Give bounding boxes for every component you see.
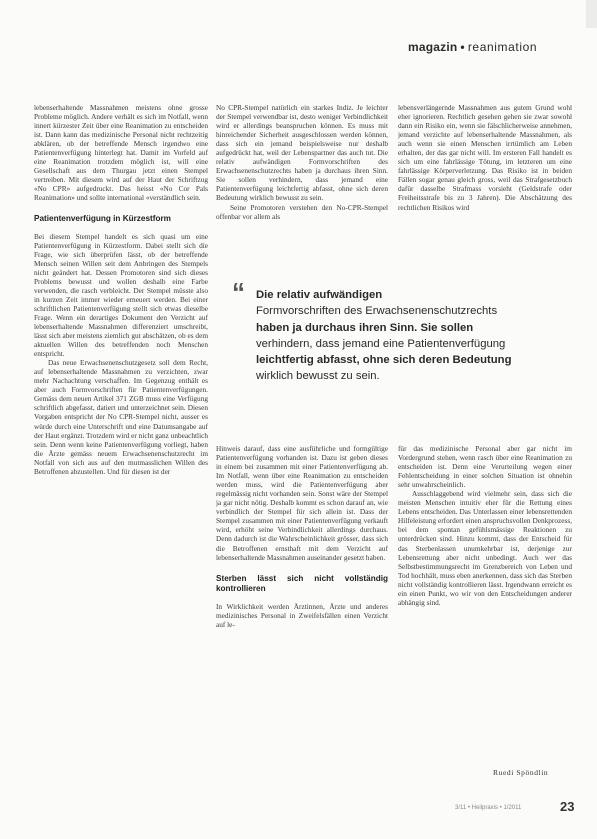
col1-paragraph-3: Das neue Erwachsenenschutzgesetz soll dem Recht, auf lebenserhaltende Massnahmen zu verzichten, zwar mehr Nachachtung verschaffen. Im Gegenzug enthält es aber auch Formvorschriften für Patientenverfügungen. Gemäss dem neuen Artikel 371 ZGB muss eine Verfügung schriftlich abgefasst, datiert und unterzeichnet sein. Diesen Vorgaben entspricht der No CPR-Stempel nicht, ausser es würde durch eine Unterschrift und eine Datumsangabe auf der Haut ergänzt. Trotzdem wird er nicht ganz unbeachtlich sein. Denn wenn keine Patientenverfügung vorliegt, haben die Ärzte gemäss neuem Erwachsenenschutzrecht im Notfall von sich aus auf den mutmasslichen Willen des Betroffenen abzustellen. Und für diesen ist der (34, 358, 208, 476)
quote-line-6: wirklich bewusst zu sein. (256, 370, 380, 383)
col2-paragraph-2: Seine Promotoren verstehen den No-CPR-Stempel offenbar vor allem als (216, 202, 388, 221)
col2b-paragraph-1: Hinweis darauf, dass eine ausführliche und formgültige Patientenverfügung vorhanden ist. Dazu ist geben dieses in einem bei zusammen mit einer Patientenverfügung ab. Im Notfall, wenn über eine Reanimation zu entscheiden werden muss, wird die Patientenverfügung aber regelmässig nicht vorhanden sein. Sonst wäre der Stempel ja gar nicht nötig. Deshalb kommt es schon darauf an, wie verbindlich der Stempel für sich allein ist. Dass der Stempel zusammen mit einer Patientenverfügung verkauft wird, erhöht seine Verbindlichkeit allerdings durchaus. Denn dadurch ist die Wahrscheinlichkeit grösser, dass sich die Betroffenen ernsthaft mit dem Verzicht auf lebenserhaltende Massnahmen auseinander gesetzt haben. (216, 444, 388, 562)
col2b-heading: Sterben lässt sich nicht vollständig kontrollieren (216, 573, 388, 593)
pull-quote (256, 287, 574, 385)
quote-line-5: leichtfertig abfasst, ohne sich deren Bedeutung (256, 354, 512, 367)
col3b-paragraph-2: Ausschlaggebend wird vielmehr sein, dass sich die meisten Menschen intuitiv eher für die Rettung eines Lebens entscheiden. Das Unterlassen einer lebensrettenden Hilfeleistung erfordert einen anspruchsvollen Denkprozess, bei dem spontan gefühlsmässige Reaktionen zu unterdrücken sind. Hinzu kommt, dass der Entscheid für das Sterbenlassen unumkehrbar ist, derjenige zur Lebensrettung aber nicht unbedingt. Auch wer das Selbstbestimmungsrecht im Grenzbereich von Leben und Tod hochhält, muss eben anerkennen, dass sich das Sterben nicht vollständig kontrollieren lässt. Irgendwann erreicht es ein einen Punkt, wo wir von den Entscheidungen anderer abhängig sind. (398, 489, 572, 607)
page-number: 23 (560, 799, 575, 814)
quote-line-1: Die relativ aufwändigen (256, 289, 383, 301)
quote-line-3: haben ja durchaus ihren Sinn. Sie sollen (256, 321, 474, 334)
section-header (408, 40, 584, 54)
col3b-paragraph-1: für das medizinische Personal aber gar nicht im Vordergrund stehen, wenn rasch über eine Reanimation zu entscheiden ist. Denn eine Verurteilung wegen einer Fehlentscheidung in einer solchen Situation ist ohnehin sehr unwahrscheinlich. (398, 444, 572, 490)
quote-line-2: Formvorschriften des Erwachsenenschutzrechts (256, 305, 498, 318)
column-3-bottom (398, 444, 572, 764)
quote-line-4: verhindern, dass jemand eine Patientenverfügung (256, 337, 506, 350)
column-1 (34, 103, 208, 823)
col1-heading: Patientenverfügung in Kürzestform (34, 213, 171, 223)
author-signature: Ruedi Spöndlin (493, 768, 549, 777)
quote-mark-icon: “ (232, 277, 245, 307)
col3-paragraph-1: lebensverlängernde Massnahmen aus gutem Grund wohl eher ignorieren. Rechtlich gesehen gehen sie zwar sowohl dann ein Risiko ein, wenn sie fälschlicherweise annehmen, jemand verzichte auf lebenserhaltende Massnahmen, als auch wenn sie einen Menschen irrtümlich am Leben erhalten, der das gar nicht will. Im ersteren Fall handelt es sich um eine fahrlässige Tötung, im letzteren um eine fahrlässige Körperverletzung. Das Risiko ist in beiden Fällen sogar genau gleich gross, weil das Strafgesetzbuch dafür dasselbe Strafmass vorsieht (Geldstrafe oder Freiheitsstrafe bis zu 3 Jahren). Die Abschätzung des rechtlichen Risikos wird (398, 103, 572, 212)
col2-paragraph-1: No CPR-Stempel natürlich ein starkes Indiz. Je leichter der Stempel verwendbar ist, desto weniger Verbindlichkeit wird er allerdings beanspruchen können. Es muss mit hinreichender Sicherheit ausgeschlossen werden können, dass sich ein jemand beispielsweise nur deshalb aufgedrückt hat, weil der Lebenspartner das auch tut. Die relativ aufwändigen Formvorschriften des Erwachsenenschutzrechts haben ja durchaus ihren Sinn. Sie sollen verhindern, dass jemand eine Patientenverfügung leichtfertig abfasst, ohne sich deren Bedeutung wirklich bewusst zu sein. (216, 103, 388, 203)
corner-tab-marker (586, 0, 597, 28)
col1-paragraph-1: lebenserhaltende Massnahmen meistens ohne grosse Probleme möglich. Andere verhält es sich im Notfall, wenn innert kürzester Zeit über eine Reanimation zu entscheiden ist. Dann kann das medizinische Personal nicht rechtzeitig abklären, ob der betreffende Mensch irgendwo eine Patientenverfügung hinterlegt hat. Damit im Vorfeld auf eine Reanimation trotzdem möglich ist, will eine Gesellschaft aus dem Thurgau jetzt einen Stempel vertreiben. Mit diesem wird auf der Haut der Schriftzug «No CPR» aufgedruckt. Das heisst «No Cor Pals Reanimation» und sollte international «verständlich sein. (34, 103, 208, 203)
column-2-top (216, 103, 388, 267)
subsection-label: reanimation (467, 40, 538, 54)
column-2-bottom (216, 444, 388, 834)
column-3-top (398, 103, 572, 267)
col2b-paragraph-2: In Wirklichkeit werden Ärztinnen, Ärzte und anderes medizinisches Personal in Zweifelsfällen einen Verzicht auf le- (216, 601, 388, 629)
bullet-icon: • (460, 40, 465, 54)
col1-paragraph-2: Bei diesem Stempel handelt es sich quasi um eine Patientenverfügung in Kürzestform. Dabei stellt sich die Frage, wie sich überprüfen lässt, ob der betreffende Mensch seinen Willen seit dem Anbringen des Stempels nicht geändert hat. Dessen Promotoren sind sich dieses Problems bewusst und wollen deshalb eine Farbe verwenden, die rasch verbleicht. Der Stempel müsste also in kurzen Zeit immer wieder erneuert werden. Bei einer schriftlichen Patientenverfügung stellt sich etwas dieselbe Frage. Wenn ein derartiges Dokument den Verzicht auf lebenserhaltende Massnahmen differenziert umschreibt, lässt sich aber meistens ziemlich gut abschätzen, ob es dem aktuellen Willen des betreffenden noch Menschen entspricht. (34, 231, 208, 359)
footer-issue: 3/11 • Heilpraxis • 1/2011 (455, 805, 522, 811)
section-label: magazin (408, 40, 458, 54)
